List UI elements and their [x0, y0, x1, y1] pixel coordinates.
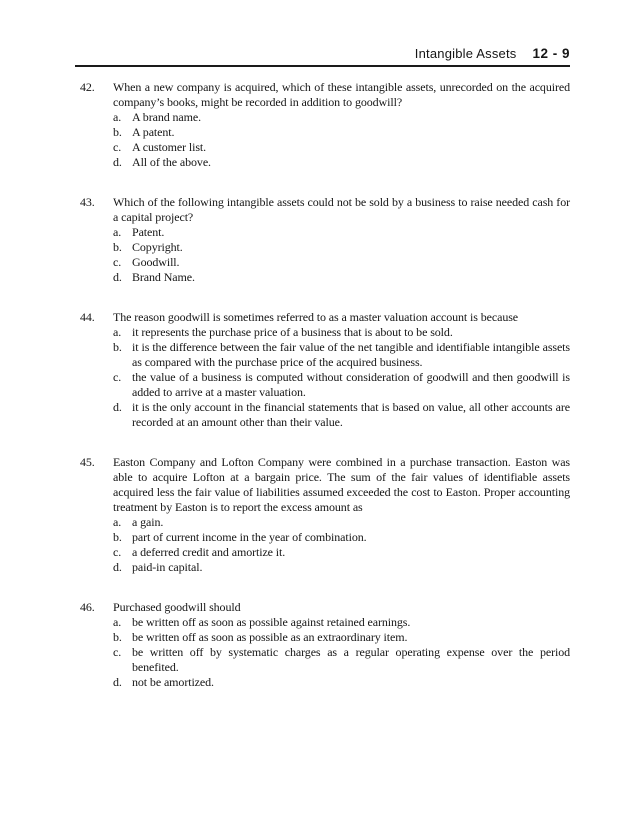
option-row: [113, 370, 570, 400]
question-body: [113, 310, 570, 430]
option-row: [113, 155, 570, 170]
option-letter: d.: [113, 155, 122, 169]
question-number: 46.: [80, 600, 95, 614]
option-text: Patent.: [132, 225, 165, 239]
options-list: [113, 225, 570, 285]
option-letter: a.: [113, 515, 122, 529]
question-block: [80, 80, 570, 170]
option-text: Goodwill.: [132, 255, 180, 269]
questions-list: [80, 80, 570, 690]
option-letter: a.: [113, 615, 122, 629]
option-letter: a.: [113, 225, 122, 239]
option-letter: c.: [113, 255, 122, 269]
option-row: [113, 255, 570, 270]
option-row: [113, 340, 570, 370]
option-row: [113, 110, 570, 125]
question-text: When a new company is acquired, which of these intangible assets, unrecorded on the acquired company’s books, might be recorded in addition to goodwill?: [113, 80, 570, 109]
option-letter: b.: [113, 340, 122, 354]
question-number: 44.: [80, 310, 95, 324]
options-list: [113, 515, 570, 575]
option-letter: b.: [113, 530, 122, 544]
option-text: Brand Name.: [132, 270, 195, 284]
question-text: The reason goodwill is sometimes referred to as a master valuation account is because: [113, 310, 519, 324]
option-text: it represents the purchase price of a business that is about to be sold.: [132, 325, 453, 339]
question-body: [113, 80, 570, 170]
question-text: Which of the following intangible assets could not be sold by a business to raise needed cash for a capital project?: [113, 195, 570, 224]
option-text: it is the only account in the financial statements that is based on value, all other accounts are recorded at an amount other than their value.: [132, 400, 570, 429]
option-letter: a.: [113, 325, 122, 339]
option-row: [113, 325, 570, 340]
question-number: 42.: [80, 80, 95, 94]
option-letter: b.: [113, 240, 122, 254]
option-row: [113, 615, 570, 630]
option-text: a gain.: [132, 515, 164, 529]
option-letter: d.: [113, 560, 122, 574]
option-text: it is the difference between the fair value of the net tangible and identifiable intangible assets as compared with the purchase price of the acquired business.: [132, 340, 570, 369]
option-row: [113, 560, 570, 575]
option-text: be written off by systematic charges as a regular operating expense over the period benefited.: [132, 645, 570, 674]
options-list: [113, 110, 570, 170]
option-letter: a.: [113, 110, 122, 124]
question-number: 43.: [80, 195, 95, 209]
option-row: [113, 125, 570, 140]
option-letter: d.: [113, 270, 122, 284]
option-row: [113, 515, 570, 530]
option-row: [113, 675, 570, 690]
option-row: [113, 630, 570, 645]
question-body: [113, 455, 570, 575]
option-row: [113, 240, 570, 255]
question-block: [80, 195, 570, 285]
question-body: [113, 195, 570, 285]
question-body: [113, 600, 570, 690]
question-block: [80, 455, 570, 575]
option-text: be written off as soon as possible against retained earnings.: [132, 615, 411, 629]
option-row: [113, 140, 570, 155]
option-row: [113, 225, 570, 240]
option-row: [113, 400, 570, 430]
running-head-title: Intangible Assets: [414, 46, 517, 61]
question-number: 45.: [80, 455, 95, 469]
option-letter: c.: [113, 545, 122, 559]
question-text: Easton Company and Lofton Company were combined in a purchase transaction. Easton was able to acquire Lofton at a bargain price. The sum of the fair values of identifiable assets acquired less the fair value of liabilities assumed exceeded the cost to Easton. Proper accounting treatment by Easton is to report the excess amount as: [113, 455, 570, 514]
option-letter: b.: [113, 630, 122, 644]
option-letter: c.: [113, 370, 122, 384]
option-text: paid-in capital.: [132, 560, 203, 574]
option-row: [113, 530, 570, 545]
option-text: A customer list.: [132, 140, 207, 154]
option-text: not be amortized.: [132, 675, 214, 689]
option-text: All of the above.: [132, 155, 211, 169]
option-row: [113, 645, 570, 675]
option-letter: c.: [113, 645, 122, 659]
option-letter: b.: [113, 125, 122, 139]
question-block: [80, 600, 570, 690]
option-text: a deferred credit and amortize it.: [132, 545, 286, 559]
option-text: be written off as soon as possible as an extraordinary item.: [132, 630, 408, 644]
option-letter: c.: [113, 140, 122, 154]
option-text: A brand name.: [132, 110, 202, 124]
page-header: [75, 46, 570, 67]
option-text: Copyright.: [132, 240, 183, 254]
option-letter: d.: [113, 400, 122, 414]
options-list: [113, 325, 570, 430]
option-text: A patent.: [132, 125, 175, 139]
option-row: [113, 545, 570, 560]
option-text: part of current income in the year of combination.: [132, 530, 367, 544]
question-block: [80, 310, 570, 430]
options-list: [113, 615, 570, 690]
option-letter: d.: [113, 675, 122, 689]
option-row: [113, 270, 570, 285]
page-number: 12 - 9: [532, 46, 570, 61]
question-text: Purchased goodwill should: [113, 600, 241, 614]
option-text: the value of a business is computed without consideration of goodwill and then goodwill is added to arrive at a master valuation.: [132, 370, 570, 399]
